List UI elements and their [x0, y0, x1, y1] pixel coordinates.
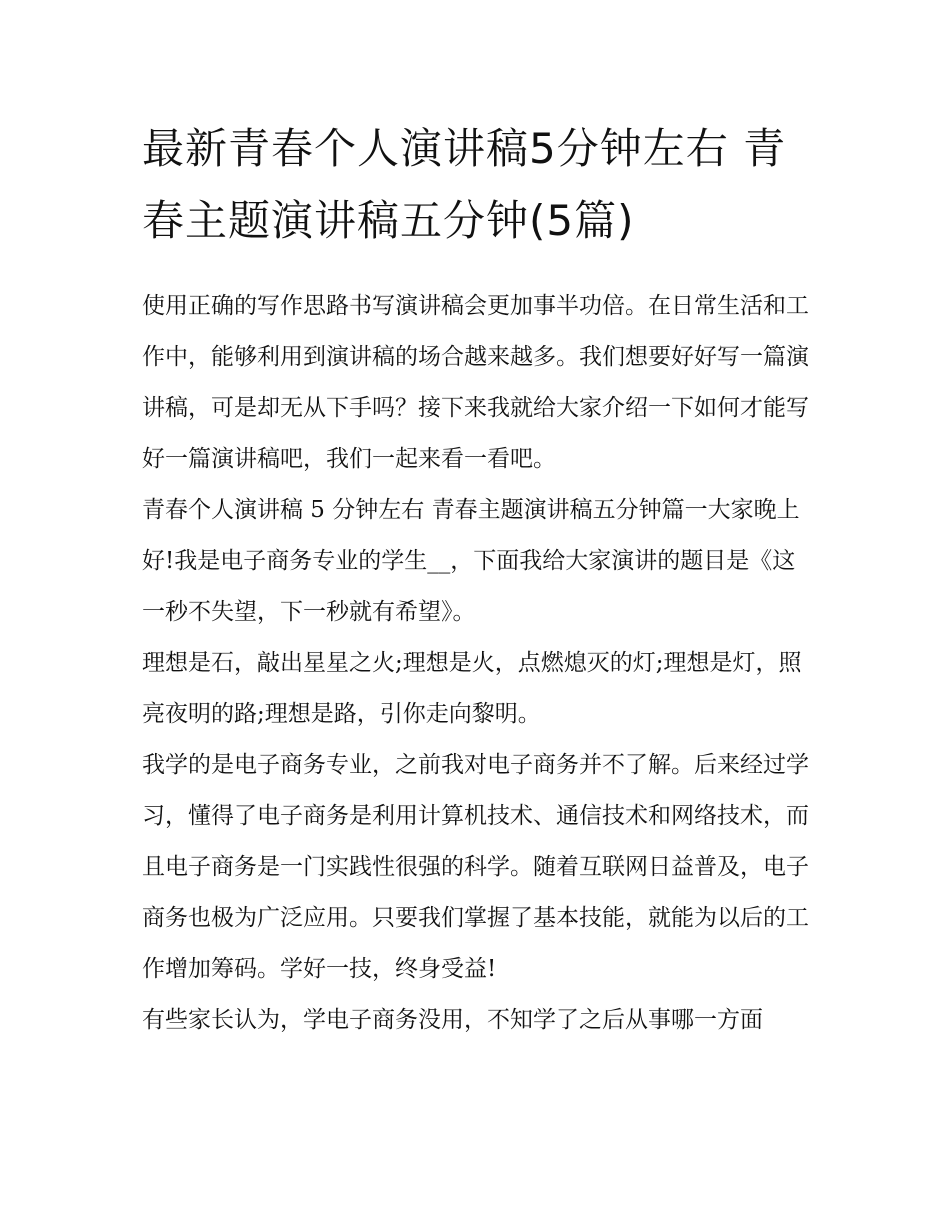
document-title: 最新青春个人演讲稿5分钟左右 青春主题演讲稿五分钟(5篇): [142, 124, 787, 245]
paragraph-ideal: 理想是石，敲出星星之火;理想是火，点燃熄灭的灯;理想是灯，照亮夜明的路;理想是路，引你走向黎明。: [142, 650, 802, 727]
document-body: [142, 281, 814, 1046]
document-page: [142, 113, 814, 1046]
paragraph-parents: 有些家长认为，学电子商务没用，不知学了之后从事哪一方面: [142, 1007, 763, 1033]
paragraph-intro: 使用正确的写作思路书写演讲稿会更加事半功倍。在日常生活和工作中，能够利用到演讲稿的场合越来越多。我们想要好好写一篇演讲稿，可是却无从下手吗？接下来我就给大家介绍一下如何才能写好一篇演讲稿吧，我们一起来看一看吧。: [142, 293, 809, 472]
paragraph-greeting: 青春个人演讲稿 5 分钟左右 青春主题演讲稿五分钟篇一大家晚上好!我是电子商务专业的学生__，下面我给大家演讲的题目是《这一秒不失望，下一秒就有希望》。: [142, 497, 800, 625]
paragraph-major: 我学的是电子商务专业，之前我对电子商务并不了解。后来经过学习，懂得了电子商务是利用计算机技术、通信技术和网络技术，而且电子商务是一门实践性很强的科学。随着互联网日益普及，电子商务也极为广泛应用。只要我们掌握了基本技能，就能为以后的工作增加筹码。学好一技，终身受益!: [142, 752, 809, 982]
